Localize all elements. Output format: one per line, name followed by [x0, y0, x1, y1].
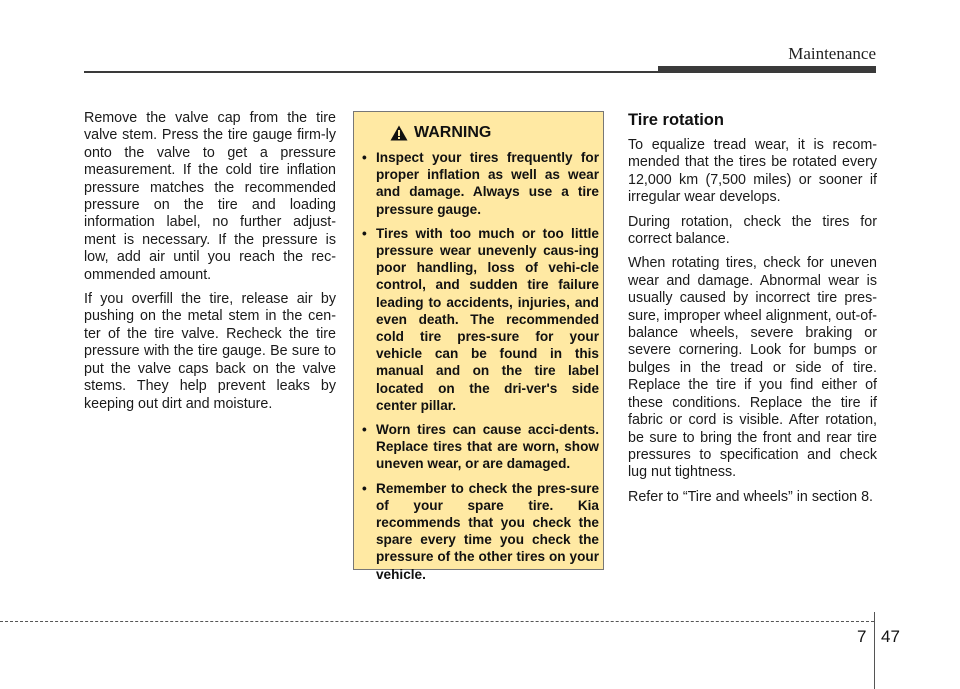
chapter-number: 7 [857, 627, 867, 646]
left-paragraph-1: Remove the valve cap from the tire valve stem. Press the tire gauge firm-ly onto the valve to get a pressure measurement. If the cold tire inflation pressure matches the recommended pressure on the tire and loading information label, no further adjust-ment is necessary. If the pressure is low, add air until you reach the rec-ommended amount. [84, 110, 336, 283]
section-title: Maintenance [788, 44, 876, 63]
left-column [84, 110, 336, 420]
warning-triangle-icon [390, 125, 408, 141]
right-column [628, 110, 877, 513]
right-paragraph-4: Refer to “Tire and wheels” in section 8. [628, 488, 874, 505]
warning-title: WARNING [414, 124, 492, 141]
header-rule-thick [658, 66, 876, 73]
right-paragraph-3: When rotating tires, check for uneven wear and damage. Abnormal wear is usually caused by incorrect tire pres-sure, improper wheel alignment, out-of-balance wheels, severe braking or severe cornering. Look for bumps or bulges in the tread or side of tire. Replace the tire if you find either of these conditions. Replace the tire if fabric or cord is visible. After rotation, be sure to bring the front and rear tire pressures to specification and check lug nut tightness. [628, 255, 877, 481]
footer-dashed-rule [0, 621, 874, 622]
warning-item: • Worn tires can cause acci-dents. Replace tires that are worn, show uneven wear, or are damaged. [362, 421, 599, 473]
footer-vertical-rule [874, 612, 875, 689]
warning-item: • Inspect your tires frequently for proper inflation as well as wear and damage. Always use a tire pressure gauge. [362, 149, 599, 218]
page-number: 47 [881, 627, 900, 646]
tire-rotation-heading: Tire rotation [628, 111, 724, 129]
warning-box [353, 111, 604, 582]
right-paragraph-1: To equalize tread wear, it is recom-mended that the tires be rotated every 12,000 km (7,500 miles) or sooner if irregular wear develops. [628, 137, 877, 206]
warning-item: • Tires with too much or too little pressure wear unevenly caus-ing poor handling, loss of vehi-cle control, and sudden tire failure leading to accidents, injuries, and even death. The recommended cold tire pres-sure for your vehicle can be found in this manual and on the tire label located on the dri-ver's side center pillar. [362, 225, 599, 414]
warning-header [390, 124, 599, 142]
header-rule-thin [84, 71, 658, 73]
warning-item: • Remember to check the pres-sure of your spare tire. Kia recommends that you check the spare every time you check the pressure of the other tires on your vehicle. [362, 480, 599, 583]
warning-list [362, 149, 599, 583]
right-paragraph-2: During rotation, check the tires for correct balance. [628, 213, 877, 248]
left-paragraph-2: If you overfill the tire, release air by pushing on the metal stem in the cen-ter of the tire valve. Recheck the tire pressure with the tire gauge. Be sure to put the valve caps back on the valve stems. They help prevent leaks by keeping out dirt and moisture. [84, 291, 336, 412]
